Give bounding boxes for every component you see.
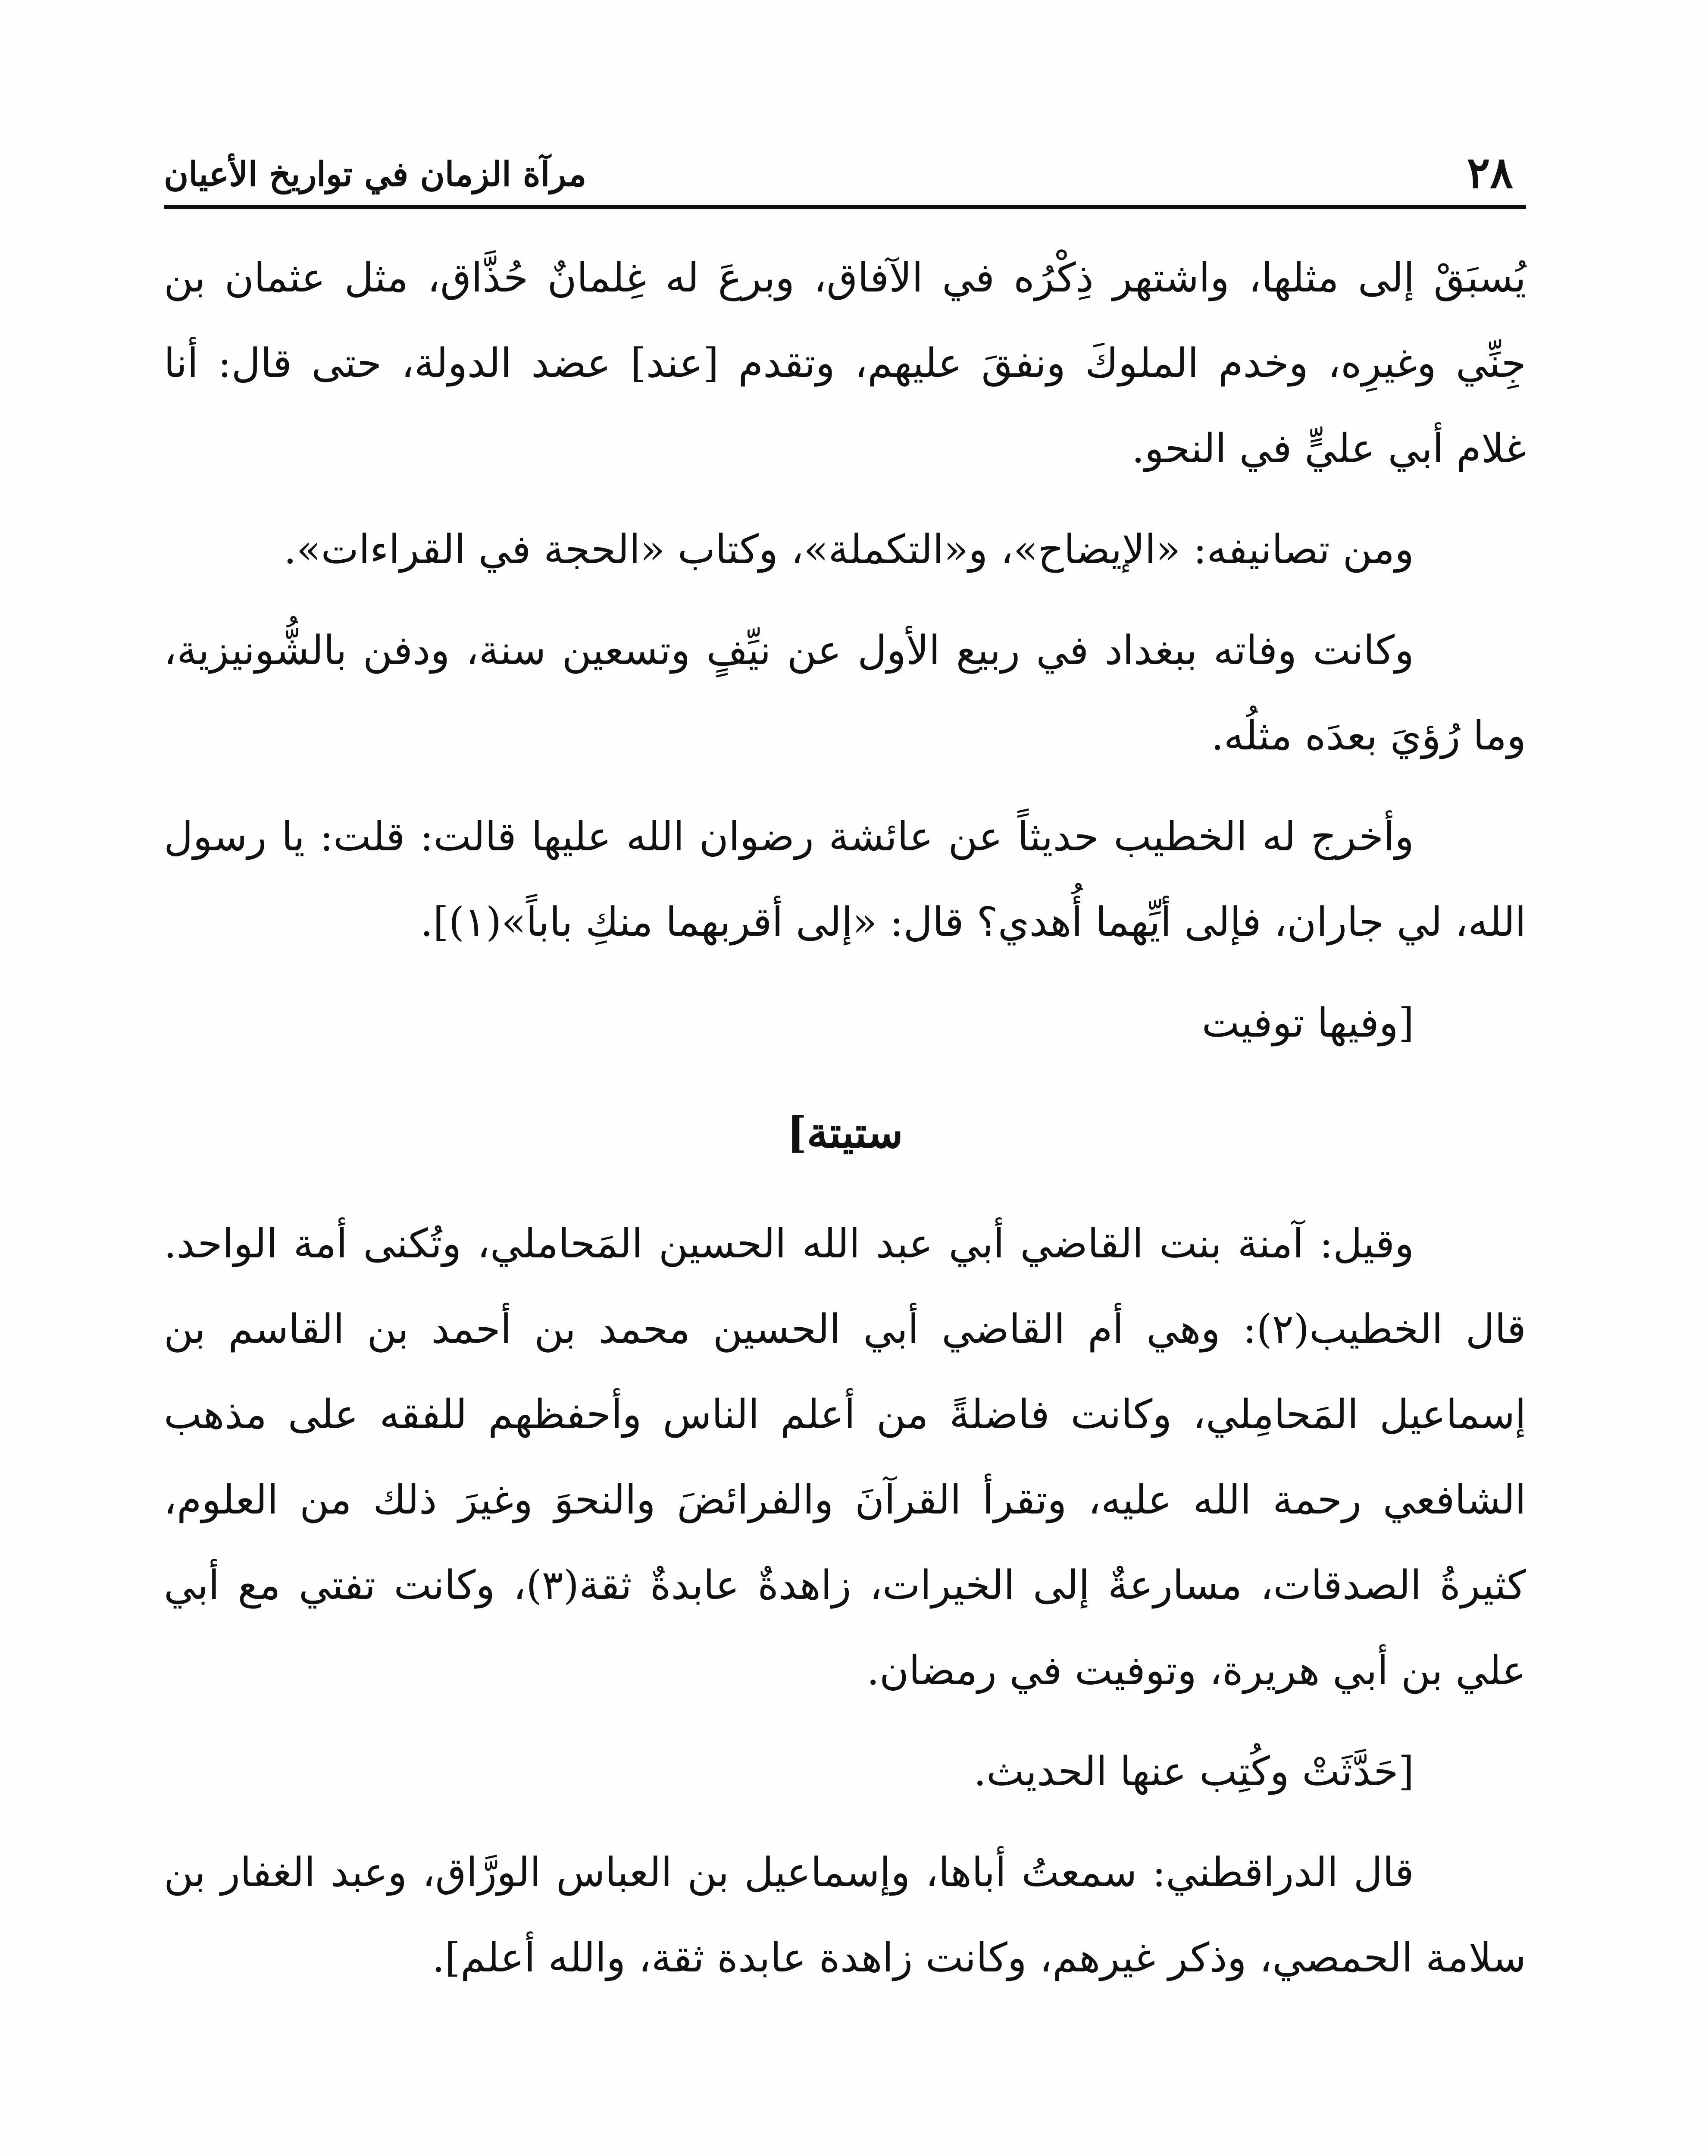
paragraph-3: وكانت وفاته ببغداد في ربيع الأول عن نيِّفٍ وتسعين سنة، ودفن بالشُّونيزية، وما رُؤيَ بعدَه مثلُه. (164, 627, 1526, 759)
main-text (164, 235, 1526, 2016)
paragraph-6: وقيل: آمنة بنت القاضي أبي عبد الله الحسين المَحاملي، وتُكنى أمة الواحد. قال الخطيب(٢): وهي أم القاضي أبي الحسين محمد بن أحمد بن القاسم بن إسماعيل المَحامِلي، وكانت فاضلةً من أعلم الناس وأحفظهم للفقه على مذهب الشافعي رحمة الله عليه، وتقرأ القرآنَ والفرائضَ والنحوَ وغيرَ ذلك من العلوم، كثيرةُ الصدقات، مسارعةٌ إلى الخيرات، زاهدةٌ عابدةٌ ثقة(٣)، وكانت تفتي مع أبي علي بن أبي هريرة، وتوفيت في رمضان. (164, 1220, 1526, 1694)
paragraph-2: ومن تصانيفه: «الإيضاح»، و«التكملة»، وكتاب «الحجة في القراءات». (284, 526, 1414, 573)
paragraph-7: [حَدَّثَتْ وكُتِب عنها الحديث. (973, 1748, 1414, 1795)
running-title: مرآة الزمان في تواريخ الأعيان (164, 155, 587, 194)
page-header (164, 144, 1526, 209)
paragraph-1: يُسبَقْ إلى مثلها، واشتهر ذِكْرُه في الآفاق، وبرعَ له غِلمانٌ حُذَّاق، مثل عثمان بن جِنِّي وغيرِه، وخدم الملوكَ ونفقَ عليهم، وتقدم [عند] عضد الدولة، حتى قال: أنا غلام أبي عليٍّ في النحو. (164, 254, 1526, 472)
page-number: ٢٨ (1467, 147, 1513, 198)
paragraph-8: قال الدراقطني: سمعتُ أباها، وإسماعيل بن العباس الورَّاق، وعبد الغفار بن سلامة الحمصي، وذكر غيرهم، وكانت زاهدة عابدة ثقة، والله أعلم]. (164, 1849, 1526, 1981)
paragraph-5: [وفيها توفيت (1201, 1000, 1414, 1046)
paragraph-4: وأخرج له الخطيب حديثاً عن عائشة رضوان الله عليها قالت: قلت: يا رسول الله، لي جاران، فإلى أيِّهما أُهدي؟ قال: «إلى أقربهما منكِ باباً»(١)]. (164, 813, 1526, 945)
section-heading: ستيتة] (787, 1108, 903, 1158)
